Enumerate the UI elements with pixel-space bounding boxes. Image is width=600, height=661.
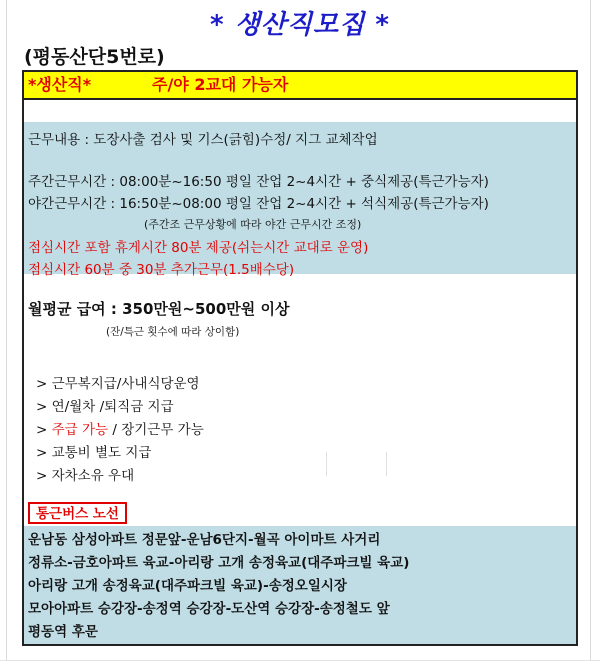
banner-shift: 주/야 2교대 가능자 (152, 75, 289, 94)
weekly-pay-highlight: 주급 가능 (51, 422, 109, 438)
benefit-item: > 교통비 별도 지급 (36, 445, 152, 461)
benefit-item: > 자차소유 우대 (36, 468, 135, 484)
work-info-band (24, 122, 576, 278)
grid-line (6, 0, 7, 661)
bus-route-line: 아리랑 고개 송정육교(대주파크빌 육교)-송정오일시장 (28, 578, 347, 594)
location-subtitle: (평동산단5번로) (24, 46, 165, 68)
benefit-item (36, 418, 204, 438)
bus-route-line: 운남동 삼성아파트 정문앞-운남6단지-월곡 아이마트 사거리 (28, 532, 381, 548)
salary-text: 월평균 급여 : 350만원~500만원 이상 (28, 300, 290, 318)
banner-row (24, 72, 576, 100)
benefit-item: > 근무복지급/사내식당운영 (36, 376, 200, 392)
work-duties: 근무내용 : 도장사출 검사 및 기스(긁힘)수정/ 지그 교체작업 (28, 132, 378, 148)
banner-tag: *생산직* (28, 75, 92, 94)
salary-note: (잔/특근 횟수에 따라 상이함) (106, 326, 240, 338)
page-title: * 생산직모집 * (210, 10, 390, 40)
break-info: 점심시간 포함 휴게시간 80분 제공(쉬는시간 교대로 운영) (28, 240, 369, 256)
bus-route-line: 정류소-금호아파트 육교-아리랑 고개 송정육교(대주파크빌 육교) (28, 555, 410, 571)
bus-route-line: 평동역 후문 (28, 624, 98, 640)
schedule-note: (주간조 근무상황에 따라 야간 근무시간 조정) (144, 218, 362, 231)
grid-line (326, 452, 327, 476)
job-posting-box (22, 70, 578, 646)
bus-route-line: 모아아파트 승강장-송정역 승강장-도산역 승강장-송정철도 앞 (28, 601, 390, 617)
benefit-prefix: > (36, 422, 52, 438)
grid-line (386, 452, 387, 476)
night-shift-hours: 야간근무시간 : 16:50분~08:00 평일 잔업 2~4시간 + 석식제공(특근가능자) (28, 196, 489, 212)
benefit-rest: / 장기근무 가능 (108, 422, 204, 438)
bus-route-band (24, 526, 576, 644)
benefit-item: > 연/월차 /퇴직금 지급 (36, 399, 174, 415)
bus-route-label: 통근버스 노선 (28, 502, 127, 524)
lunch-overtime-info: 점심시간 60분 중 30분 추가근무(1.5배수당) (28, 262, 295, 278)
day-shift-hours: 주간근무시간 : 08:00분~16:50 평일 잔업 2~4시간 + 중식제공(특근가능자) (28, 174, 489, 190)
grid-line (590, 0, 591, 661)
